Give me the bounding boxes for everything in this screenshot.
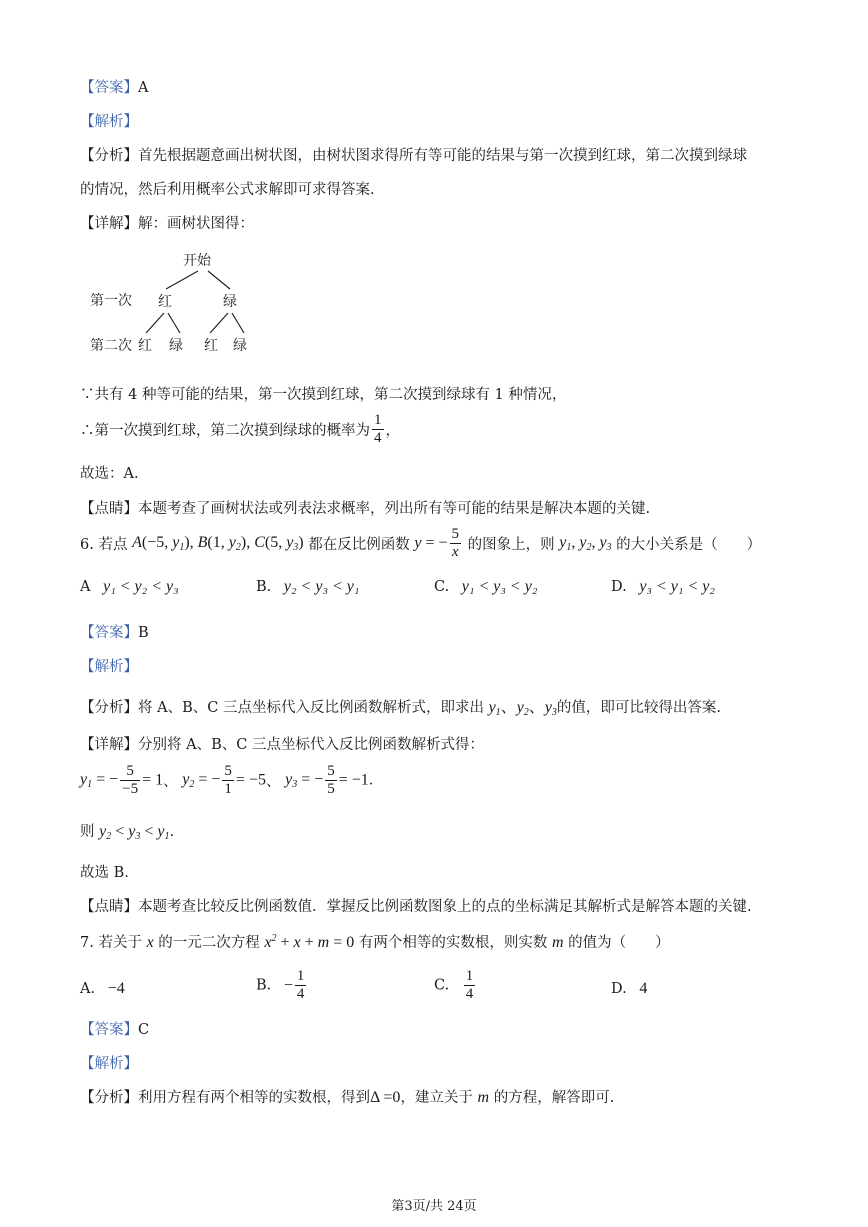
calc-fraction-3 [325, 763, 337, 798]
fenxi-label: 【分析】 [80, 148, 138, 164]
option-expr: y₁ < y₂ < y₃ [103, 578, 179, 595]
option-label: D. [611, 981, 627, 997]
calc-rhs-1: = 1 [142, 771, 164, 789]
q5-analysis-label: 【解析】 [80, 114, 138, 130]
q5-fenxi-line2: 的情况，然后利用概率公式求解即可求得答案. [80, 182, 375, 198]
q6-option-b[interactable] [256, 578, 359, 596]
fenxi-text-a: 将 A、B、C 三点坐标代入反比例函数解析式，即求出 [138, 700, 484, 716]
tree-level2-green-b: 绿 [233, 338, 247, 354]
q7-answer-line [80, 1018, 149, 1039]
fenxi-label: 【分析】 [80, 1090, 138, 1106]
option-expr: 4 [639, 980, 648, 997]
answer-value: A [138, 80, 149, 96]
calc-num-2: 5 [224, 763, 232, 779]
q6-then-line [80, 820, 174, 842]
q6-detail-line [80, 733, 484, 754]
q6-points: A(−5, $y_1$), B(1, $y_2$), C(5, $y_3$) [132, 534, 304, 553]
option-num: 1 [296, 968, 305, 984]
q6-function: y = − [414, 534, 448, 552]
q6-option-a[interactable] [80, 578, 179, 596]
q6-vars: $y_1$, $y_2$, $y_3$ [559, 534, 612, 553]
q5-fenxi-line1 [80, 144, 747, 165]
q7-equation: $x^2 + x + m = 0$ [264, 933, 355, 951]
q6-choice: 故选 B. [80, 865, 129, 881]
prob-den: 4 [374, 430, 382, 446]
option-label: D. [611, 579, 627, 595]
detail-label: 【详解】 [80, 737, 138, 753]
q7-var-x: x [146, 934, 154, 951]
calc-lhs-1: $y_1$ = − [80, 771, 119, 790]
detail-text: 分别将 A、B、C 三点坐标代入反比例函数解析式得： [138, 737, 484, 753]
tree-level2-green-a: 绿 [169, 338, 183, 354]
answer-value: C [138, 1022, 150, 1038]
q5-because-line: ∵共有 4 种等可能的结果，第一次摸到红球，第二次摸到绿球有 1 种情况， [80, 387, 567, 403]
probability-fraction [372, 412, 384, 447]
fenxi-text-c: 的方程，解答即可. [493, 1090, 615, 1106]
then-expr: $y_2 < y_3 < y_1$ [99, 823, 170, 842]
q5-dianjing-line [80, 497, 650, 518]
q6-option-c[interactable] [434, 578, 537, 596]
answer-value: B [138, 625, 149, 641]
option-expr: y₂ < y₃ < y₁ [283, 578, 360, 595]
q6-answer-line [80, 621, 149, 642]
q7-stem-mid: 的一元二次方程 [158, 935, 260, 951]
option-label: C. [434, 579, 450, 595]
calc-lhs-3: $y_3$ = − [285, 771, 324, 790]
q6-stem-mid: 都在反比例函数 [308, 537, 410, 553]
q5-choice: 故选：A. [80, 466, 139, 482]
calc-fraction-1 [120, 763, 140, 798]
q7-fenxi-line [80, 1086, 614, 1107]
dianjing-text: 本题考查比较反比例函数值．掌握反比例函数图象上的点的坐标满足其解析式是解答本题的关键. [138, 899, 752, 915]
option-fraction [464, 968, 476, 1003]
q7-option-b[interactable] [256, 968, 308, 1003]
q7-option-c[interactable] [434, 968, 477, 1003]
tree-level2-label: 第二次 [90, 338, 132, 354]
tree-level1-red: 红 [158, 294, 172, 310]
q7-option-d[interactable] [611, 980, 647, 998]
fenxi-delta: Δ =0 [370, 1089, 401, 1106]
option-fraction [295, 968, 307, 1003]
q6-function-fraction [450, 526, 462, 561]
option-label: C. [434, 977, 450, 994]
fenxi-text-b: 的值，即可比较得出答案. [556, 700, 722, 716]
then-prefix: 则 [80, 824, 95, 840]
q6-stem [80, 526, 761, 561]
q6-stem-suffix: 的大小关系是（ ） [616, 537, 762, 553]
tree-level2-red-a: 红 [138, 338, 152, 354]
option-label: B. [256, 579, 272, 595]
tree-diagram [80, 245, 270, 360]
option-label: B. [256, 977, 272, 994]
fenxi-var: m [477, 1089, 490, 1106]
q6-calculation: $y_1$ = − $\frac{5}{-5}$ = 1、 $y_2$ = − $\frac{5}{1}$ = −5、 $y_3$ = − $\frac{5}{5}$ = −1. [80, 763, 374, 797]
q7-analysis-label: 【解析】 [80, 1056, 138, 1072]
func-num: 5 [451, 526, 459, 542]
q5-answer-line [80, 76, 148, 97]
therefore-text: ∴第一次摸到红球，第二次摸到绿球的概率为 [80, 423, 370, 439]
fenxi-text: 首先根据题意画出树状图，由树状图求得所有等可能的结果与第一次摸到红球，第二次摸到绿球 [138, 148, 747, 164]
q7-var-m: m [551, 934, 564, 951]
answer-label: 【答案】 [80, 80, 138, 96]
q6-analysis-label: 【解析】 [80, 659, 138, 675]
calc-num-1: 5 [120, 763, 140, 781]
option-label: A [80, 579, 91, 595]
q7-stem [80, 931, 670, 952]
q7-option-a[interactable] [80, 980, 125, 998]
q6-option-d[interactable] [611, 578, 715, 596]
q6-fenxi-line [80, 694, 721, 718]
fenxi-text-a: 利用方程有两个相等的实数根，得到 [138, 1090, 370, 1106]
detail-text: 解：画树状图得： [138, 216, 254, 232]
q5-therefore-line [80, 412, 400, 447]
calc-fraction-2 [222, 763, 234, 798]
q6-stem-prefix: 6. 若点 [80, 537, 128, 553]
answer-label: 【答案】 [80, 1022, 138, 1038]
fenxi-text-b: ，建立关于 [400, 1090, 473, 1106]
option-den: 4 [465, 986, 474, 1002]
option-expr: y₃ < y₁ < y₂ [639, 578, 715, 595]
func-den: x [451, 544, 459, 560]
q7-stem-prefix: 7. 若关于 [80, 935, 142, 951]
q6-dianjing-line [80, 895, 752, 916]
option-neg: − [283, 976, 293, 994]
calc-num-3: 5 [327, 763, 335, 779]
option-expr: y₁ < y₃ < y₂ [461, 578, 538, 595]
then-suffix: . [169, 824, 175, 840]
tree-root: 开始 [183, 253, 211, 269]
dianjing-label: 【点睛】 [80, 501, 138, 517]
q7-stem-suffix: 的值为（ ） [568, 935, 670, 951]
calc-rhs-3: = −1 [338, 771, 369, 789]
calc-den-1: −5 [122, 781, 139, 797]
tree-level1-green: 绿 [223, 294, 237, 310]
calc-den-2: 1 [224, 781, 232, 797]
tree-level2-red-b: 红 [204, 338, 218, 354]
prob-num: 1 [374, 412, 382, 428]
option-den: 4 [296, 986, 305, 1002]
dianjing-text: 本题考查了画树状法或列表法求概率，列出所有等可能的结果是解决本题的关键. [138, 501, 651, 517]
dianjing-label: 【点睛】 [80, 899, 138, 915]
q6-stem-mid2: 的图象上，则 [467, 537, 555, 553]
option-expr: −4 [107, 980, 125, 997]
page-footer: 第3页/共 24页 [391, 1199, 477, 1214]
option-num: 1 [465, 968, 474, 984]
calc-rhs-2: = −5 [235, 771, 266, 789]
answer-label: 【答案】 [80, 625, 138, 641]
q5-detail-line [80, 212, 254, 233]
calc-lhs-2: $y_2$ = − [182, 771, 221, 790]
fenxi-label: 【分析】 [80, 700, 138, 716]
q7-stem-mid2: 有两个相等的实数根，则实数 [358, 935, 548, 951]
fenxi-vars: $y_1$、$y_2$、$y_3$ [488, 699, 557, 718]
option-label: A. [80, 981, 96, 997]
calc-den-3: 5 [327, 781, 335, 797]
tree-level1-label: 第一次 [90, 293, 132, 309]
detail-label: 【详解】 [80, 216, 138, 232]
prob-tail: ， [385, 423, 400, 439]
